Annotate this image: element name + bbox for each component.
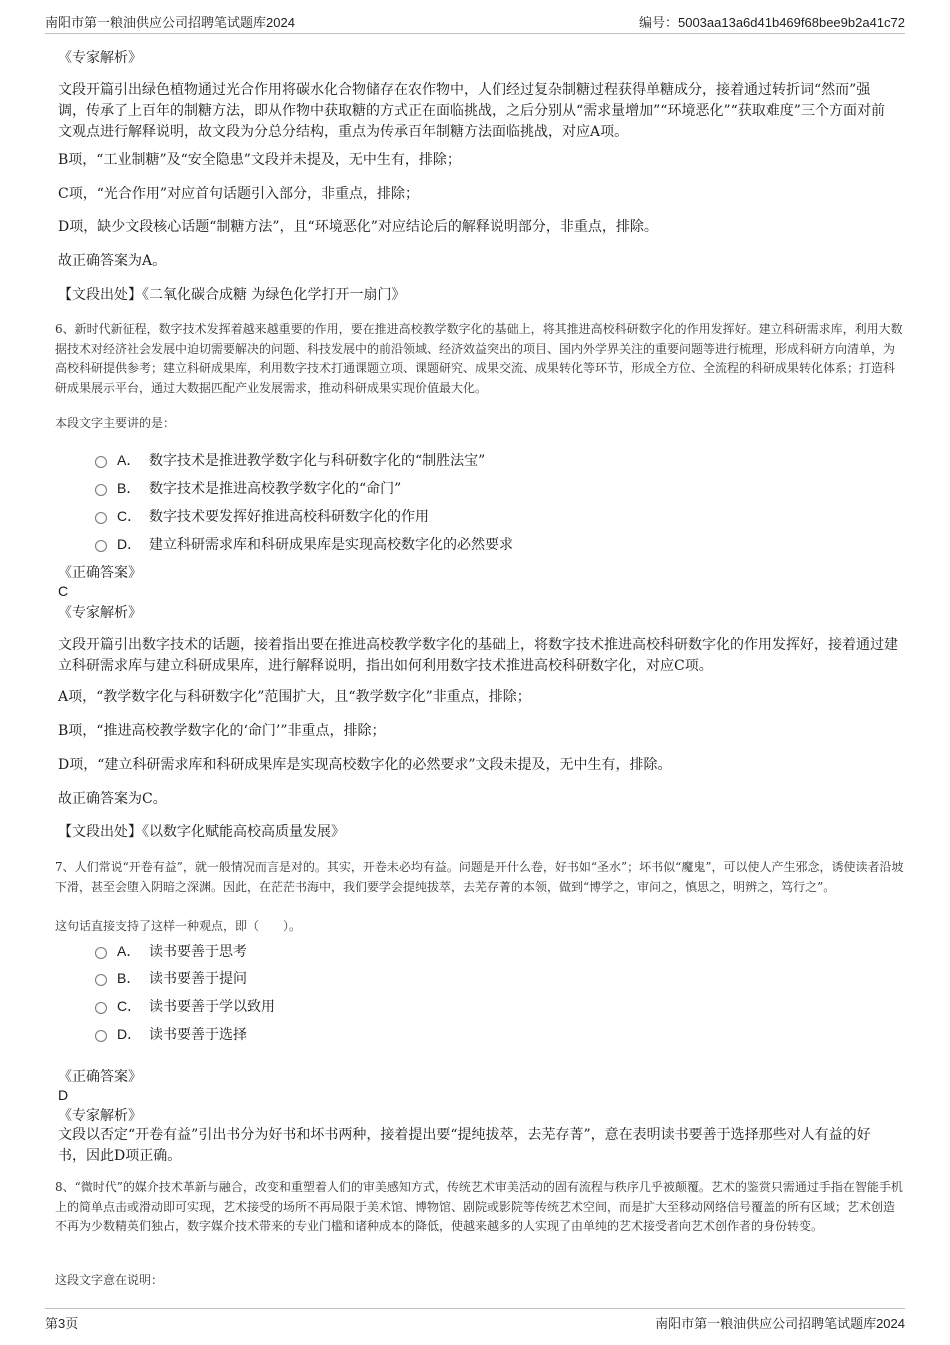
option-letter: C． bbox=[117, 508, 142, 524]
option-text: 读书要善于思考 bbox=[149, 944, 247, 960]
q7-analysis-text: 文段以否定“开卷有益”引出书分为好书和坏书两种，接着提出要“提纯拔萃，去芜存菁”，意在表明读书要善于选择那些对人有益的好书，因此D项正确。 bbox=[58, 1127, 871, 1164]
radio-icon[interactable] bbox=[95, 484, 107, 496]
q7-answer-label: 《正确答案》 bbox=[58, 1069, 142, 1085]
header-title: 南阳市第一粮油供应公司招聘笔试题库2024 bbox=[45, 15, 295, 30]
q7-option-d[interactable] bbox=[95, 1024, 247, 1044]
q6-analysis-b: B项，“推进高校教学数字化的‘命门’”非重点，排除； bbox=[58, 723, 386, 739]
q7-analysis-label: 《专家解析》 bbox=[58, 1108, 142, 1124]
option-text: 数字技术是推进高校教学数字化的“命门” bbox=[149, 481, 402, 497]
radio-icon[interactable] bbox=[95, 1002, 107, 1014]
option-letter: A． bbox=[117, 452, 141, 468]
header-serial-number: 编号：5003aa13a6d41b469f68bee9b2a41c72 bbox=[638, 15, 905, 30]
q7-prompt: 这句话直接支持了这样一种观点，即（ ）。 bbox=[55, 919, 302, 933]
option-letter: D． bbox=[117, 1026, 142, 1042]
option-text: 读书要善于提问 bbox=[149, 971, 247, 987]
q7-answer: D bbox=[58, 1087, 69, 1103]
q5-conclusion: 故正确答案为A。 bbox=[58, 253, 167, 269]
q6-conclusion: 故正确答案为C。 bbox=[58, 791, 167, 807]
q6-answer-label: 《正确答案》 bbox=[58, 565, 142, 581]
radio-icon[interactable] bbox=[95, 974, 107, 986]
q6-option-a[interactable] bbox=[95, 450, 485, 470]
footer-divider bbox=[45, 1308, 905, 1309]
q7-option-b[interactable] bbox=[95, 968, 247, 988]
option-letter: A． bbox=[117, 943, 141, 959]
radio-icon[interactable] bbox=[95, 1030, 107, 1042]
q5-analysis-label: 《专家解析》 bbox=[58, 50, 142, 66]
header-divider bbox=[45, 33, 905, 34]
radio-icon[interactable] bbox=[95, 540, 107, 552]
q8-stem: 8、“微时代”的媒介技术革新与融合，改变和重塑着人们的审美感知方式，传统艺术审美活动的固有流程与秩序几乎被颠覆。艺术的鉴赏只需通过手指在智能手机上的简单点击或滑动即可实现，艺术接受的场所不再局限于美术馆、博物馆、剧院或影院等传统艺术空间，而是扩大至移动网络信号覆盖的所有区域；艺术创造不再为少数精英们独占，数字媒介技术带来的专业门槛和诸种成本的降低，使越来越多的人实现了由单纯的艺术接受者向艺术创作者的身份转变。 bbox=[55, 1180, 903, 1233]
q5-analysis-c: C项，“光合作用”对应首句话题引入部分，非重点，排除； bbox=[58, 186, 420, 202]
q6-analysis-label: 《专家解析》 bbox=[58, 605, 142, 621]
q7-stem: 7、人们常说“开卷有益”，就一般情况而言是对的。其实，开卷未必均有益。问题是开什么卷，好书如“圣水”；坏书似“魔鬼”，可以使人产生邪念，诱使读者沿坡下滑，甚至会堕入阴暗之深渊。因此，在茫茫书海中，我们要学会提纯拔萃，去芜存菁的本领，做到“博学之，审问之，慎思之，明辨之，笃行之”。 bbox=[55, 860, 904, 894]
q6-analysis-a: A项，“教学数字化与科研数字化”范围扩大，且“教学数字化”非重点，排除； bbox=[58, 689, 531, 705]
option-text: 数字技术是推进教学数字化与科研数字化的“制胜法宝” bbox=[149, 453, 486, 469]
q7-option-c[interactable] bbox=[95, 996, 275, 1016]
q6-analysis-text: 文段开篇引出数字技术的话题，接着指出要在推进高校教学数字化的基础上，将数字技术推进高校科研数字化的作用发挥好，接着通过建立科研需求库与建立科研成果库，进行解释说明，指出如何利用数字技术推进高校科研数字化，对应C项。 bbox=[58, 637, 898, 674]
page-footer bbox=[45, 1313, 905, 1332]
q7-option-a[interactable] bbox=[95, 941, 247, 961]
q6-prompt: 本段文字主要讲的是： bbox=[55, 416, 176, 430]
q5-source: 【文段出处】《二氧化碳合成糖 为绿色化学打开一扇门》 bbox=[58, 287, 406, 303]
page-header bbox=[45, 12, 905, 31]
footer-title: 南阳市第一粮油供应公司招聘笔试题库2024 bbox=[655, 1316, 905, 1331]
option-letter: D． bbox=[117, 536, 142, 552]
q6-option-c[interactable] bbox=[95, 506, 429, 526]
q6-option-d[interactable] bbox=[95, 534, 513, 554]
q5-analysis-d: D项，缺少文段核心话题“制糖方法”，且“环境恶化”对应结论后的解释说明部分，非重点，排除。 bbox=[58, 219, 658, 235]
option-letter: B． bbox=[117, 970, 141, 986]
option-letter: B． bbox=[117, 480, 141, 496]
radio-icon[interactable] bbox=[95, 512, 107, 524]
q6-source: 【文段出处】《以数字化赋能高校高质量发展》 bbox=[58, 824, 345, 840]
page-number: 第3页 bbox=[45, 1316, 79, 1331]
q5-analysis-b: B项，“工业制糖”及“安全隐患”文段并未提及，无中生有，排除； bbox=[58, 152, 461, 168]
option-text: 数字技术要发挥好推进高校科研数字化的作用 bbox=[149, 509, 429, 525]
option-letter: C． bbox=[117, 998, 142, 1014]
q6-analysis-d: D项，“建立科研需求库和科研成果库是实现高校数字化的必然要求”文段未提及，无中生有，排除。 bbox=[58, 757, 672, 773]
q8-prompt: 这段文字意在说明： bbox=[55, 1273, 164, 1287]
q6-option-b[interactable] bbox=[95, 478, 401, 498]
option-text: 建立科研需求库和科研成果库是实现高校数字化的必然要求 bbox=[149, 537, 513, 553]
q6-stem: 6、新时代新征程，数字技术发挥着越来越重要的作用，要在推进高校教学数字化的基础上，将其推进高校科研数字化的作用发挥好。建立科研需求库，利用大数据技术对经济社会发展中迫切需要解决的问题、科技发展中的前沿领域、经济效益突出的项目、国内外学界关注的重要问题等进行梳理，形成科研方向清单，为高校科研提供参考；建立科研成果库，利用数字技术打通课题立项、课题研究、成果交流、成果转化等环节，形成全方位、全流程的科研成果转化体系；打造科研成果展示平台，通过大数据匹配产业发展需求，推动科研成果实现价值最大化。 bbox=[55, 322, 903, 395]
q5-analysis-text: 文段开篇引出绿色植物通过光合作用将碳水化合物储存在农作物中，人们经过复杂制糖过程获得单糖成分，接着通过转折词“然而”强调，传承了上百年的制糖方法，即从作物中获取糖的方式正在面临挑战，之后分别从“需求量增加”“环境恶化”“获取难度”三个方面对前文观点进行解释说明，故文段为分总分结构，重点为传承百年制糖方法面临挑战，对应A项。 bbox=[58, 82, 885, 140]
radio-icon[interactable] bbox=[95, 947, 107, 959]
option-text: 读书要善于选择 bbox=[149, 1027, 247, 1043]
radio-icon[interactable] bbox=[95, 456, 107, 468]
option-text: 读书要善于学以致用 bbox=[149, 999, 275, 1015]
q6-answer: C bbox=[58, 583, 69, 599]
